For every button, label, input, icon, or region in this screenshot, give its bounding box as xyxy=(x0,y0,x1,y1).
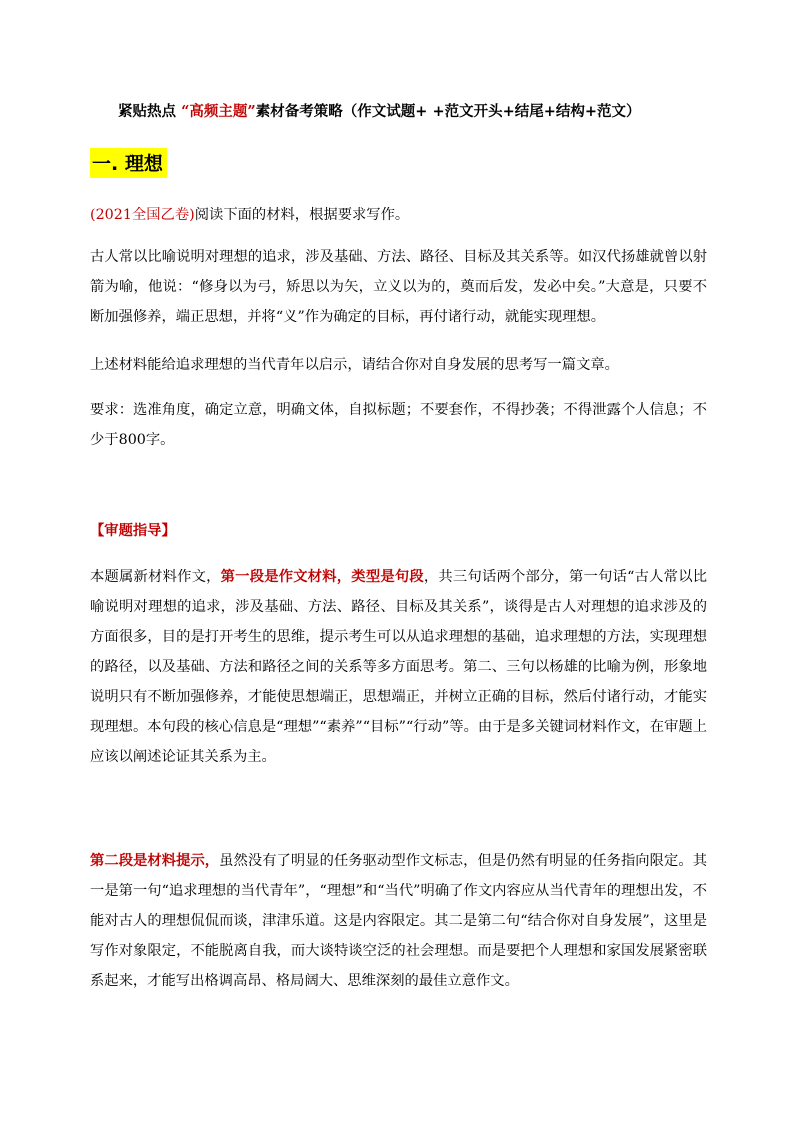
document-title xyxy=(118,100,678,121)
guide-paragraph-1 xyxy=(90,562,707,772)
guide-para-1-lead: 本题属新材料作文， xyxy=(90,569,221,585)
requirement-paragraph: 要求：选准角度，确定立意，明确文体，自拟标题；不要套作，不得抄袭；不得泄露个人信息；不少于800字。 xyxy=(90,402,707,448)
guide-para-2-emphasis: 第二段是材料提示， xyxy=(90,853,220,869)
exam-source: (2021全国乙卷) xyxy=(90,207,195,223)
guide-heading: 【审题指导】 xyxy=(90,523,176,539)
material-paragraph-1: 古人常以比喻说明对理想的追求，涉及基础、方法、路径、目标及其关系等。如汉代扬雄就曾以射箭为喻，他说：“修身以为弓，矫思以为矢，立义以为的，奠而后发，发必中矣。”大意是，只要不断加强修养，端正思想，并将“义”作为确定的目标，再付诸行动，就能实现理想。 xyxy=(90,249,707,325)
title-prefix: 紧贴热点 xyxy=(118,103,182,120)
guide-paragraph-2 xyxy=(90,846,707,996)
section-heading: 一. 理想 xyxy=(90,148,167,178)
source-instruction: 阅读下面的材料，根据要求写作。 xyxy=(194,207,410,223)
title-suffix: 素材备考策略（作文试题+ +范文开头+结尾+结构+范文） xyxy=(255,103,641,120)
guide-para-1-rest: ，共三句话两个部分，第一句话“古人常以比喻说明对理想的追求，涉及基础、方法、路径、目标及其关系”，谈得是古人对理想的追求涉及的方面很多，目的是打开考生的思维，提示考生可以从追求理想的基础，追求理想的方法，实现理想的路径，以及基础、方法和路径之间的关系等多方面思考。第二、三句以杨雄的比喻为例，形象地说明只有不断加强修养，才能使思想端正，思想端正，并树立正确的目标，然后付诸行动，才能实现理想。本句段的核心信息是“理想”“素养”“目标”“行动”等。由于是多关键词材料作文，在审题上应该以阐述论证其关系为主。 xyxy=(90,569,708,765)
title-highlight: “高频主题” xyxy=(181,103,256,120)
guide-para-1-emphasis: 第一段是作文材料，类型是句段 xyxy=(220,569,424,585)
guide-para-2-rest: 虽然没有了明显的任务驱动型作文标志，但是仍然有明显的任务指向限定。其一是第一句“追求理想的当代青年”，“理想”和“当代”明确了作文内容应从当代青年的理想出发，不能对古人的理想侃侃而谈，津津乐道。这是内容限定。其二是第二句“结合你对自身发展”，这里是写作对象限定，不能脱离自我，而大谈特谈空泛的社会理想。而是要把个人理想和家国发展紧密联系起来，才能写出格调高昂、格局阔大、思维深刻的最佳立意作文。 xyxy=(90,853,708,989)
material-paragraph-2: 上述材料能给追求理想的当代青年以启示，请结合你对自身发展的思考写一篇文章。 xyxy=(90,357,619,373)
source-line xyxy=(90,200,707,230)
